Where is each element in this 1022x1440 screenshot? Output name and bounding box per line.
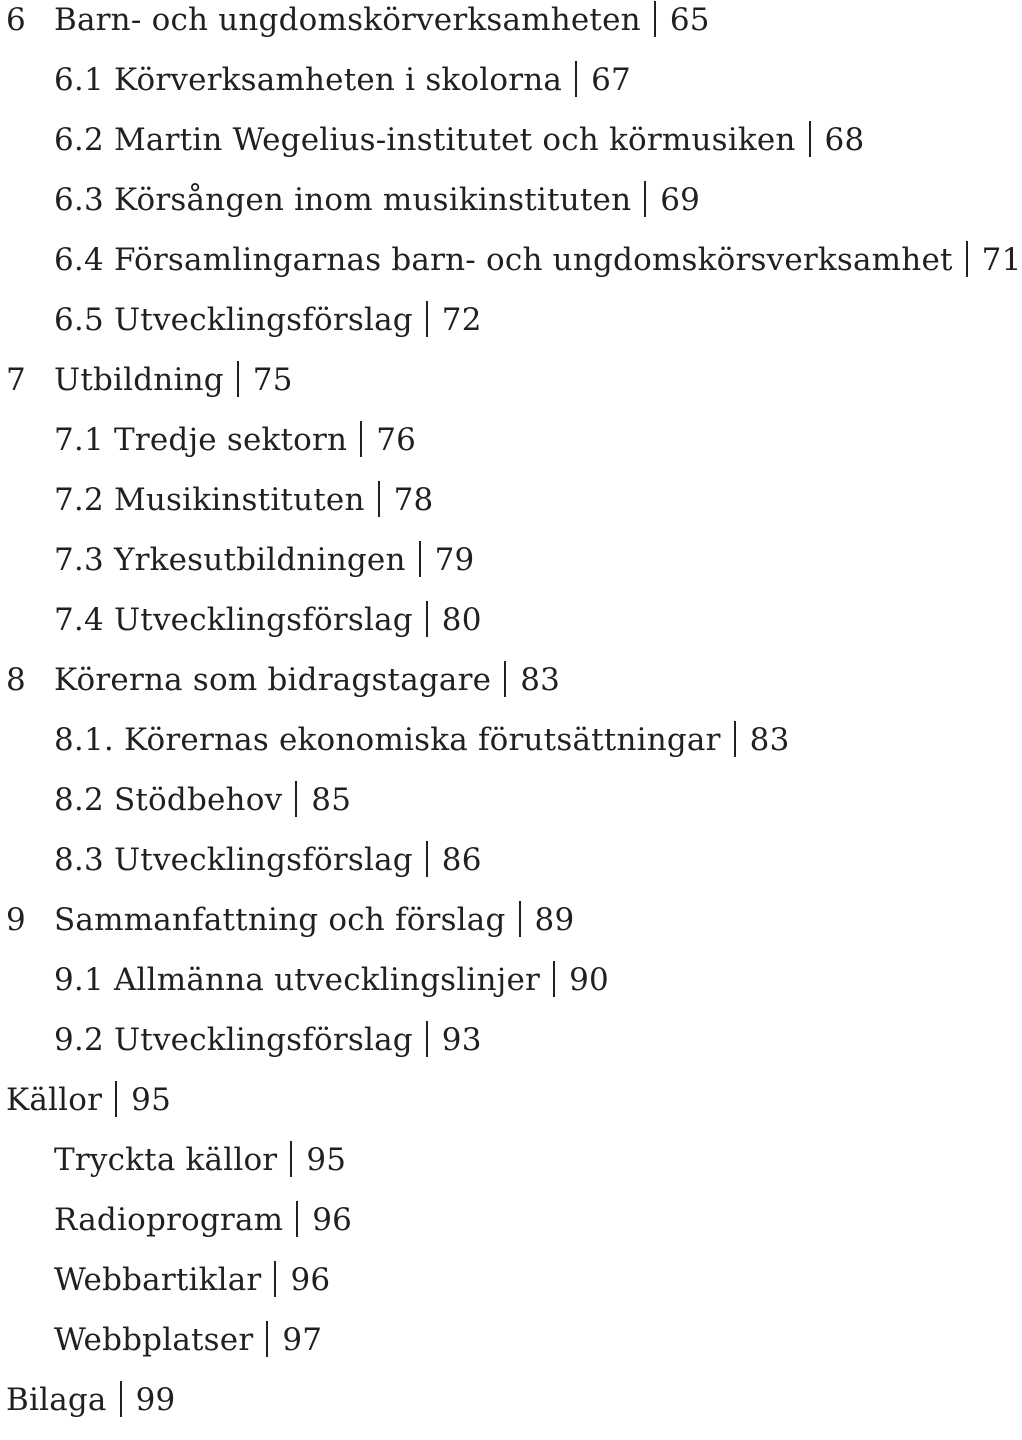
toc-entry-text	[54, 300, 482, 340]
entry-title: 6.5 Utvecklingsförslag	[54, 302, 413, 338]
toc-entry	[0, 1320, 960, 1380]
toc-entry	[0, 780, 960, 840]
entry-title: Webbartiklar	[54, 1262, 262, 1298]
toc-entry	[0, 600, 960, 660]
toc-entry	[0, 660, 960, 720]
toc-entry	[0, 540, 960, 600]
toc-entry-text	[54, 1260, 330, 1300]
entry-title: 8.3 Utvecklingsförslag	[54, 842, 413, 878]
toc-entry-text	[6, 1380, 175, 1420]
toc-entry-text	[54, 60, 631, 100]
toc-entry-text	[54, 480, 433, 520]
toc-entry	[0, 840, 960, 900]
separator-bar	[654, 1, 656, 37]
toc-entry	[0, 300, 960, 360]
page-number: 69	[660, 182, 701, 218]
page-number: 90	[569, 962, 609, 998]
toc-entry	[0, 1200, 960, 1260]
toc-entry-text	[54, 780, 351, 820]
separator-bar	[734, 721, 736, 757]
toc-entry	[0, 480, 960, 540]
toc-entry-text	[54, 960, 609, 1000]
page-number: 72	[441, 302, 482, 338]
entry-title: Tryckta källor	[54, 1142, 278, 1178]
toc-entry	[0, 120, 960, 180]
separator-bar	[290, 1141, 292, 1177]
entry-title: 6.3 Körsången inom musikinstituten	[54, 182, 632, 218]
entry-title: 6.4 Församlingarnas barn- och ungdomskörsverksamhet	[54, 242, 953, 278]
toc-entry	[0, 240, 1022, 300]
page-number: 96	[312, 1202, 353, 1238]
page-number: 71	[981, 242, 1022, 278]
separator-bar	[419, 541, 421, 577]
page-number: 79	[434, 542, 475, 578]
entry-title: Utbildning	[54, 362, 224, 398]
page-number: 95	[306, 1142, 347, 1178]
toc-entry-text	[54, 0, 710, 40]
chapter-number: 6	[6, 2, 26, 38]
separator-bar	[426, 1021, 428, 1057]
entry-title: Barn- och ungdomskörverksamheten	[54, 2, 641, 38]
separator-bar	[295, 781, 297, 817]
page-number: 76	[376, 422, 417, 458]
separator-bar	[120, 1381, 122, 1417]
page-number: 80	[441, 602, 482, 638]
separator-bar	[966, 241, 968, 277]
separator-bar	[274, 1261, 276, 1297]
separator-bar	[809, 121, 811, 157]
page-number: 65	[669, 2, 710, 38]
entry-title: Körerna som bidragstagare	[54, 662, 492, 698]
separator-bar	[426, 841, 428, 877]
toc-entry-text	[54, 1020, 482, 1060]
toc-entry	[0, 1380, 960, 1440]
entry-title: 8.1. Körernas ekonomiska förutsättningar	[54, 722, 721, 758]
page-number: 85	[311, 782, 352, 818]
entry-title: 6.1 Körverksamheten i skolorna	[54, 62, 563, 98]
separator-bar	[237, 361, 239, 397]
separator-bar	[115, 1081, 117, 1117]
entry-title: 7.1 Tredje sektorn	[54, 422, 348, 458]
entry-title: Bilaga	[6, 1382, 107, 1418]
separator-bar	[426, 601, 428, 637]
chapter-number: 8	[6, 662, 26, 698]
page-number: 78	[393, 482, 434, 518]
chapter-number: 9	[6, 902, 26, 938]
toc-entry-text	[54, 600, 482, 640]
page-number: 93	[441, 1022, 482, 1058]
toc-entry	[0, 900, 960, 960]
chapter-number: 7	[6, 362, 26, 398]
separator-bar	[296, 1201, 298, 1237]
toc-entry-text	[54, 360, 293, 400]
page-number: 83	[749, 722, 790, 758]
separator-bar	[378, 481, 380, 517]
toc-entry-text	[54, 720, 790, 760]
toc-entry	[0, 420, 960, 480]
separator-bar	[360, 421, 362, 457]
toc-entry	[0, 0, 960, 60]
toc-entry-text	[54, 1320, 322, 1360]
separator-bar	[553, 961, 555, 997]
entry-title: 7.3 Yrkesutbildningen	[54, 542, 406, 578]
entry-title: Källor	[6, 1082, 103, 1118]
entry-title: 6.2 Martin Wegelius-institutet och körmusiken	[54, 122, 796, 158]
entry-title: 7.4 Utvecklingsförslag	[54, 602, 413, 638]
toc-entry-text	[54, 840, 482, 880]
page-number: 68	[824, 122, 865, 158]
toc-entry-text	[54, 1200, 352, 1240]
toc-entry	[0, 1260, 960, 1320]
toc-entry-text	[54, 540, 474, 580]
page-number: 97	[282, 1322, 323, 1358]
entry-title: Sammanfattning och förslag	[54, 902, 506, 938]
toc-entry-text	[54, 240, 1022, 280]
toc-entry-text	[54, 180, 700, 220]
toc-entry	[0, 1140, 960, 1200]
toc-entry-text	[54, 900, 574, 940]
page-number: 89	[534, 902, 575, 938]
toc-entry	[0, 360, 960, 420]
separator-bar	[504, 661, 506, 697]
separator-bar	[426, 301, 428, 337]
page-number: 99	[135, 1382, 176, 1418]
separator-bar	[519, 901, 521, 937]
page-number: 75	[252, 362, 293, 398]
toc-entry	[0, 720, 960, 780]
toc-entry-text	[54, 120, 864, 160]
page-number: 86	[441, 842, 482, 878]
page-number: 95	[131, 1082, 172, 1118]
page-number: 67	[591, 62, 631, 98]
separator-bar	[575, 61, 577, 97]
page-number: 83	[520, 662, 561, 698]
toc-entry-text	[54, 660, 560, 700]
toc-entry	[0, 60, 960, 120]
separator-bar	[266, 1321, 268, 1357]
entry-title: 9.1 Allmänna utvecklingslinjer	[54, 962, 541, 998]
toc-entry	[0, 1020, 960, 1080]
entry-title: 8.2 Stödbehov	[54, 782, 283, 818]
entry-title: Webbplatser	[54, 1322, 254, 1358]
toc-entry-text	[6, 1080, 171, 1120]
entry-title: 7.2 Musikinstituten	[54, 482, 365, 518]
toc-entry-text	[54, 1140, 346, 1180]
entry-title: Radioprogram	[54, 1202, 284, 1238]
separator-bar	[644, 181, 646, 217]
toc-entry	[0, 180, 960, 240]
toc-entry-text	[54, 420, 416, 460]
toc-entry	[0, 1080, 960, 1140]
entry-title: 9.2 Utvecklingsförslag	[54, 1022, 413, 1058]
page-number: 96	[290, 1262, 331, 1298]
toc-entry	[0, 960, 960, 1020]
